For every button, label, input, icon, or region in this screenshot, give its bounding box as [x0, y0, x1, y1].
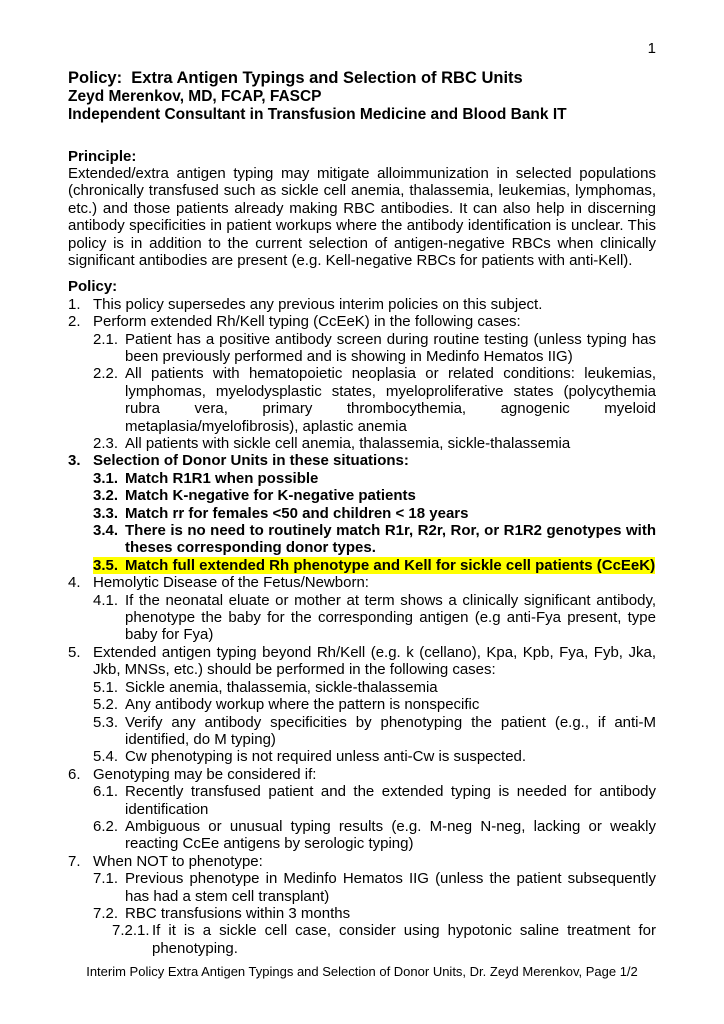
policy-list-item: [68, 870, 656, 905]
list-item-content: [112, 922, 656, 956]
list-item-content: [93, 870, 656, 904]
list-item-number: 5.2.: [93, 696, 119, 714]
list-item-content: [68, 574, 369, 591]
list-item-number: 7.1.: [93, 870, 119, 888]
list-item-number: 1.: [68, 295, 81, 313]
list-item-text: When NOT to phenotype:: [93, 852, 263, 870]
list-item-text: Selection of Donor Units in these situations:: [93, 452, 409, 470]
policy-list-item: [68, 748, 656, 765]
list-item-text: Verify any antibody specificities by phenotyping the patient (e.g., if anti-M identified, do M typing): [125, 713, 656, 748]
list-item-content: [68, 853, 263, 870]
list-item-number: 2.2.: [93, 365, 119, 383]
list-item-text: Extended antigen typing beyond Rh/Kell (e.g. k (cellano), Kpa, Kpb, Fya, Fyb, Jka, Jkb, MNSs, etc.) should be performed in the following cases:: [93, 643, 656, 679]
policy-list-item: [68, 435, 656, 452]
list-item-text: Cw phenotyping is not required unless anti-Cw is suspected.: [125, 748, 527, 766]
policy-list-item: [68, 574, 656, 591]
list-item-content: [93, 487, 416, 504]
list-item-text: Patient has a positive antibody screen during routine testing (unless typing has been previously performed and is showing in Medinfo Hematos IIG): [125, 330, 656, 365]
policy-list: [68, 296, 656, 957]
list-item-content: [93, 435, 570, 452]
list-item-content: [68, 313, 521, 330]
list-item-content: [93, 505, 469, 522]
list-item-text: Recently transfused patient and the extended typing is needed for antibody identification: [125, 783, 656, 818]
list-item-number: 4.1.: [93, 591, 119, 609]
document-author: Zeyd Merenkov, MD, FCAP, FASCP: [68, 87, 322, 105]
policy-list-item: [68, 922, 656, 957]
list-item-content: [93, 522, 656, 556]
policy-list-item: [68, 331, 656, 366]
principle-paragraph: Extended/extra antigen typing may mitigate alloimmunization in selected populations (chronically transfused such as sickle cell anemia, thalassemia, leukemias, lymphomas, etc.) and those patients already making RBC antibodies. It can also help in discerning antibody specificities in patient workups where the antibody identification is unclear. This policy is in addition to the current selection of antigen-negative RBCs when clinically significant antibodies are present (e.g. Kell-negative RBCs for patients with anti-Kell).: [68, 164, 656, 269]
list-item-number: 2.1.: [93, 330, 119, 348]
policy-list-item: [68, 452, 656, 469]
list-item-number: 5.1.: [93, 678, 119, 696]
list-item-number: 3.: [68, 452, 81, 470]
list-item-text: Perform extended Rh/Kell typing (CcEeK) in the following cases:: [93, 313, 521, 331]
policy-list-item: [68, 766, 656, 783]
list-item-text: All patients with hematopoietic neoplasia or related conditions: leukemias, lymphomas, myelodysplastic states, myeloproliferative states (polycythemia rubra vera, primary thrombocythemia, agnogenic myeloid metaplasia/myelofibrosis), aplastic anemia: [125, 365, 656, 435]
list-item-text: There is no need to routinely match R1r, R2r, Ror, or R1R2 genotypes with theses corresponding donor types.: [125, 522, 656, 557]
policy-list-item: [68, 313, 656, 330]
policy-list-item: [68, 644, 656, 679]
list-item-number: 7.2.1.: [112, 922, 150, 940]
list-item-number: 6.2.: [93, 817, 119, 835]
list-item-number: 3.5.: [93, 556, 119, 574]
list-item-content: [93, 748, 526, 765]
list-item-text: Hemolytic Disease of the Fetus/Newborn:: [93, 574, 369, 592]
list-item-content: [93, 470, 318, 487]
list-item-text: This policy supersedes any previous interim policies on this subject.: [93, 295, 543, 313]
list-item-text: Match full extended Rh phenotype and Kell for sickle cell patients (CcEeK): [125, 556, 656, 574]
list-item-number: 6.: [68, 765, 81, 783]
document-header: [68, 69, 656, 125]
list-item-content: [93, 714, 656, 748]
document-title: Policy: Extra Antigen Typings and Selection of RBC Units: [68, 69, 523, 87]
policy-heading: Policy:: [68, 278, 118, 296]
list-item-content: [68, 766, 316, 783]
list-item-number: 4.: [68, 574, 81, 592]
page-number: 1: [647, 40, 656, 57]
list-item-text: All patients with sickle cell anemia, thalassemia, sickle-thalassemia: [125, 435, 571, 452]
policy-list-item: [68, 696, 656, 713]
list-item-content: [68, 452, 409, 469]
list-item-text: If the neonatal eluate or mother at term shows a clinically significant antibody, phenotype the baby for the corresponding antigen (e.g anti-Fya present, type baby for Fya): [125, 591, 656, 644]
list-item-number: 3.2.: [93, 487, 119, 505]
list-item-content: [93, 783, 656, 817]
list-item-number: 5.: [68, 643, 81, 661]
policy-list-item: [68, 783, 656, 818]
policy-list-item: [68, 853, 656, 870]
list-item-number: 5.3.: [93, 713, 119, 731]
policy-list-item: [68, 470, 656, 487]
policy-list-item: [68, 818, 656, 853]
list-item-number: 7.: [68, 852, 81, 870]
list-item-number: 2.: [68, 313, 81, 331]
policy-list-item: [68, 522, 656, 557]
list-item-content: [93, 818, 656, 852]
page-footer: Interim Policy Extra Antigen Typings and Selection of Donor Units, Dr. Zeyd Merenkov, Page 1/2: [86, 964, 638, 979]
list-item-number: 3.1.: [93, 469, 119, 487]
list-item-text: Previous phenotype in Medinfo Hematos IIG (unless the patient subsequently has had a stem cell transplant): [125, 870, 656, 905]
list-item-text: RBC transfusions within 3 months: [125, 904, 351, 922]
list-item-content: [93, 679, 438, 696]
list-item-text: Any antibody workup where the pattern is nonspecific: [125, 696, 480, 714]
list-item-text: Genotyping may be considered if:: [93, 765, 317, 783]
policy-list-item: [68, 365, 656, 435]
list-item-content: [93, 696, 479, 713]
policy-list-item: [68, 592, 656, 644]
list-item-text: Match rr for females <50 and children < 18 years: [125, 504, 469, 522]
list-item-content: [68, 296, 542, 313]
policy-list-item: [68, 679, 656, 696]
list-item-text: If it is a sickle cell case, consider using hypotonic saline treatment for phenotyping.: [152, 922, 656, 957]
list-item-content: [93, 905, 350, 922]
list-item-number: 3.3.: [93, 504, 119, 522]
list-item-content: [93, 557, 655, 574]
policy-list-item: [68, 487, 656, 504]
list-item-text: Ambiguous or unusual typing results (e.g. M-neg N-neg, lacking or weakly reacting CcEe antigens by serologic typing): [125, 817, 656, 853]
list-item-text: Sickle anemia, thalassemia, sickle-thalassemia: [125, 678, 438, 696]
list-item-text: Match K-negative for K-negative patients: [125, 487, 416, 505]
list-item-text: Match R1R1 when possible: [125, 469, 319, 487]
list-item-content: [68, 644, 656, 678]
list-item-content: [93, 331, 656, 365]
policy-list-item: [68, 905, 656, 922]
list-item-number: 7.2.: [93, 904, 119, 922]
list-item-content: [93, 365, 656, 434]
policy-list-item: [68, 505, 656, 522]
policy-list-item: [68, 557, 656, 574]
list-item-number: 3.4.: [93, 522, 119, 540]
list-item-content: [93, 592, 656, 644]
policy-list-item: [68, 296, 656, 313]
document-affiliation: Independent Consultant in Transfusion Medicine and Blood Bank IT: [68, 106, 567, 123]
policy-list-item: [68, 714, 656, 749]
principle-heading: Principle:: [68, 147, 137, 165]
list-item-number: 2.3.: [93, 435, 119, 452]
list-item-number: 6.1.: [93, 783, 119, 801]
list-item-number: 5.4.: [93, 748, 119, 766]
